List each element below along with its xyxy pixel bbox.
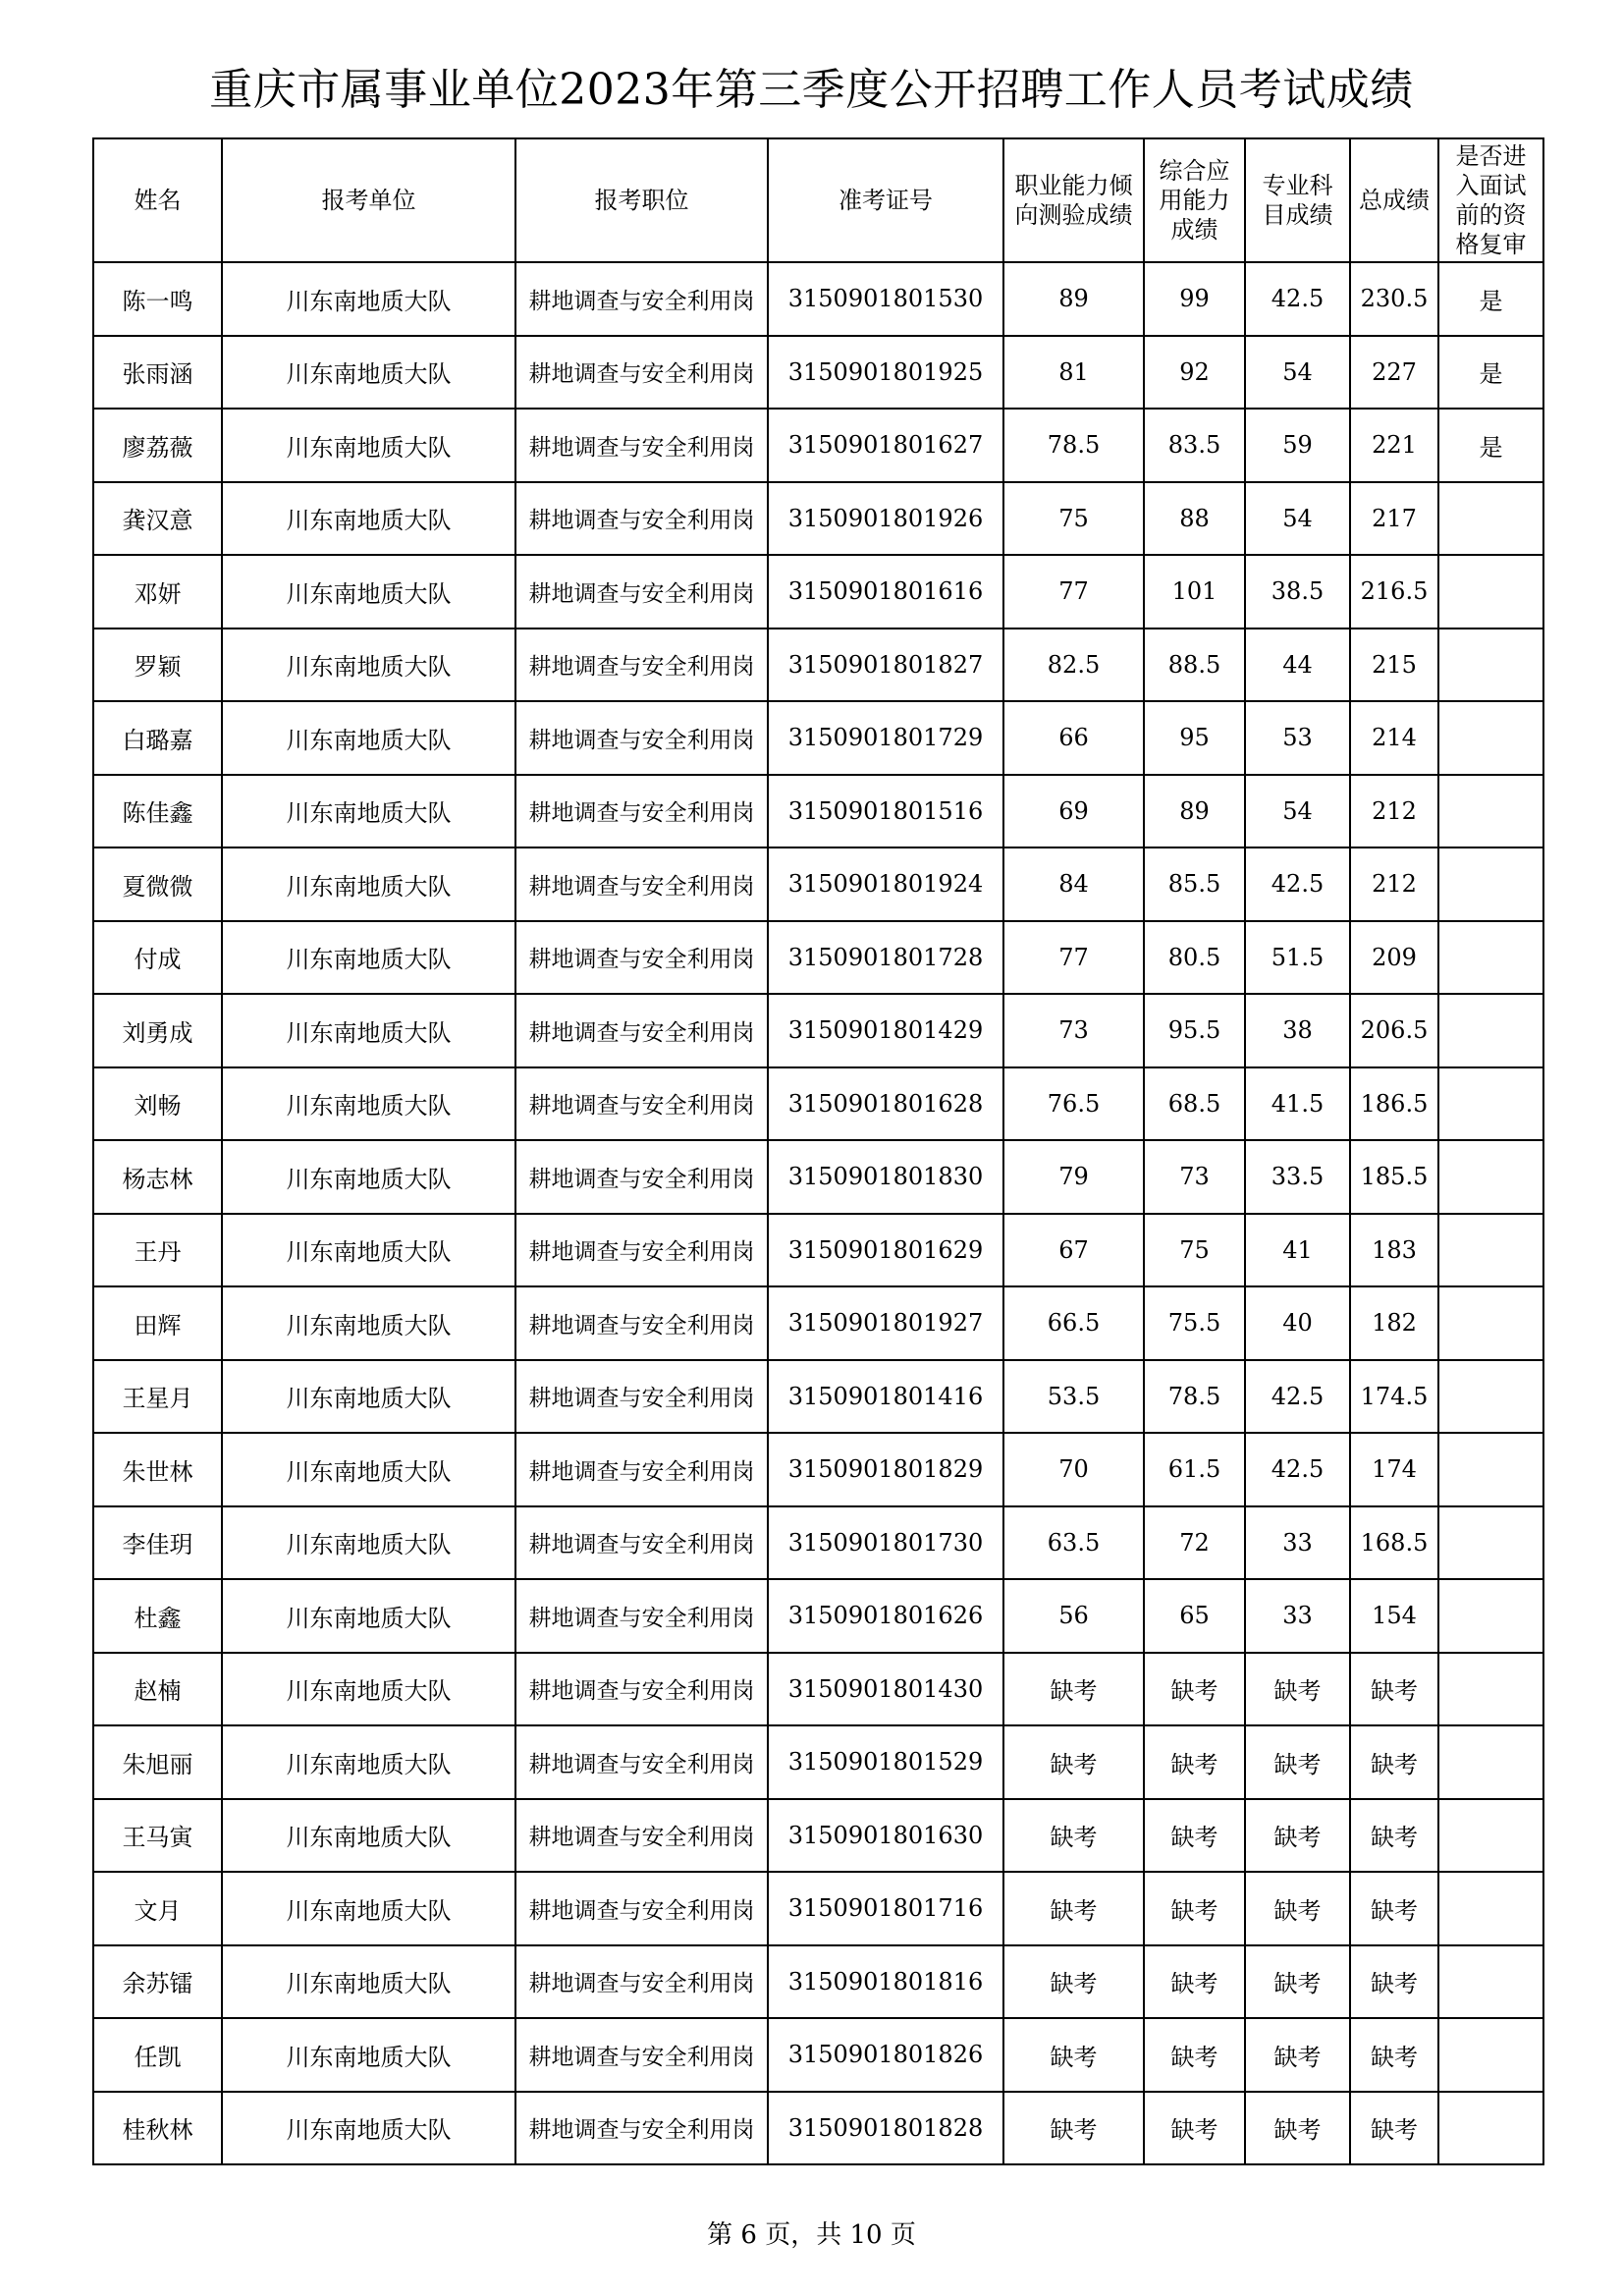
- cell-total-score: 174.5: [1350, 1360, 1438, 1434]
- cell-name: 王星月: [93, 1360, 222, 1434]
- cell-unit: 川东南地质大队: [222, 2018, 515, 2092]
- cell-qualification-review: [1438, 2092, 1543, 2165]
- cell-position: 耕地调查与安全利用岗: [515, 1506, 768, 1580]
- cell-unit: 川东南地质大队: [222, 1360, 515, 1434]
- cell-name: 任凯: [93, 2018, 222, 2092]
- cell-exam-id: 3150901801816: [768, 1945, 1003, 2019]
- header-qualification-review: 是否进入面试前的资格复审: [1438, 138, 1543, 262]
- cell-professional-score: 33.5: [1245, 1140, 1350, 1214]
- cell-professional-score: 40: [1245, 1286, 1350, 1360]
- cell-total-score: 182: [1350, 1286, 1438, 1360]
- cell-qualification-review: [1438, 1286, 1543, 1360]
- cell-aptitude-score: 70: [1003, 1433, 1144, 1506]
- cell-name: 桂秋林: [93, 2092, 222, 2165]
- cell-qualification-review: [1438, 482, 1543, 556]
- table-row: [93, 1067, 1543, 1141]
- table-row: [93, 482, 1543, 556]
- cell-unit: 川东南地质大队: [222, 775, 515, 848]
- table-row: [93, 1286, 1543, 1360]
- cell-total-score: 206.5: [1350, 994, 1438, 1067]
- cell-unit: 川东南地质大队: [222, 1433, 515, 1506]
- cell-qualification-review: [1438, 555, 1543, 629]
- cell-total-score: 185.5: [1350, 1140, 1438, 1214]
- cell-total-score: 183: [1350, 1214, 1438, 1287]
- cell-name: 刘畅: [93, 1067, 222, 1141]
- cell-comprehensive-score: 缺考: [1144, 2092, 1245, 2165]
- cell-qualification-review: [1438, 2018, 1543, 2092]
- cell-total-score: 209: [1350, 921, 1438, 995]
- cell-name: 杜鑫: [93, 1579, 222, 1653]
- cell-professional-score: 42.5: [1245, 847, 1350, 921]
- cell-exam-id: 3150901801529: [768, 1725, 1003, 1799]
- cell-position: 耕地调查与安全利用岗: [515, 1799, 768, 1873]
- cell-position: 耕地调查与安全利用岗: [515, 701, 768, 775]
- cell-position: 耕地调查与安全利用岗: [515, 629, 768, 702]
- cell-qualification-review: 是: [1438, 409, 1543, 482]
- cell-name: 白璐嘉: [93, 701, 222, 775]
- table-row: [93, 847, 1543, 921]
- cell-aptitude-score: 66.5: [1003, 1286, 1144, 1360]
- cell-exam-id: 3150901801829: [768, 1433, 1003, 1506]
- cell-name: 张雨涵: [93, 336, 222, 410]
- cell-exam-id: 3150901801729: [768, 701, 1003, 775]
- cell-name: 杨志林: [93, 1140, 222, 1214]
- cell-comprehensive-score: 83.5: [1144, 409, 1245, 482]
- cell-exam-id: 3150901801828: [768, 2092, 1003, 2165]
- cell-exam-id: 3150901801626: [768, 1579, 1003, 1653]
- cell-comprehensive-score: 92: [1144, 336, 1245, 410]
- cell-unit: 川东南地质大队: [222, 1653, 515, 1726]
- cell-comprehensive-score: 89: [1144, 775, 1245, 848]
- cell-qualification-review: [1438, 701, 1543, 775]
- cell-professional-score: 54: [1245, 482, 1350, 556]
- cell-professional-score: 41: [1245, 1214, 1350, 1287]
- table-row: [93, 336, 1543, 410]
- cell-exam-id: 3150901801924: [768, 847, 1003, 921]
- cell-qualification-review: [1438, 1506, 1543, 1580]
- table-row: [93, 409, 1543, 482]
- cell-professional-score: 42.5: [1245, 1433, 1350, 1506]
- cell-name: 田辉: [93, 1286, 222, 1360]
- cell-professional-score: 缺考: [1245, 1653, 1350, 1726]
- cell-unit: 川东南地质大队: [222, 994, 515, 1067]
- table-body: [93, 262, 1543, 2164]
- cell-unit: 川东南地质大队: [222, 1067, 515, 1141]
- cell-professional-score: 51.5: [1245, 921, 1350, 995]
- cell-total-score: 缺考: [1350, 1725, 1438, 1799]
- cell-unit: 川东南地质大队: [222, 409, 515, 482]
- cell-position: 耕地调查与安全利用岗: [515, 1725, 768, 1799]
- cell-comprehensive-score: 95: [1144, 701, 1245, 775]
- cell-qualification-review: [1438, 629, 1543, 702]
- cell-total-score: 214: [1350, 701, 1438, 775]
- table-row: [93, 921, 1543, 995]
- cell-qualification-review: [1438, 1799, 1543, 1873]
- cell-comprehensive-score: 99: [1144, 262, 1245, 336]
- table-row: [93, 1579, 1543, 1653]
- cell-comprehensive-score: 95.5: [1144, 994, 1245, 1067]
- cell-position: 耕地调查与安全利用岗: [515, 1579, 768, 1653]
- cell-professional-score: 缺考: [1245, 1725, 1350, 1799]
- cell-comprehensive-score: 101: [1144, 555, 1245, 629]
- cell-total-score: 缺考: [1350, 1653, 1438, 1726]
- header-name: 姓名: [93, 138, 222, 262]
- cell-qualification-review: [1438, 847, 1543, 921]
- page-title: 重庆市属事业单位2023年第三季度公开招聘工作人员考试成绩: [209, 65, 1414, 115]
- cell-name: 夏微微: [93, 847, 222, 921]
- cell-comprehensive-score: 缺考: [1144, 1725, 1245, 1799]
- cell-position: 耕地调查与安全利用岗: [515, 1872, 768, 1945]
- cell-exam-id: 3150901801827: [768, 629, 1003, 702]
- cell-unit: 川东南地质大队: [222, 336, 515, 410]
- cell-professional-score: 缺考: [1245, 1799, 1350, 1873]
- cell-unit: 川东南地质大队: [222, 555, 515, 629]
- cell-name: 罗颖: [93, 629, 222, 702]
- cell-position: 耕地调查与安全利用岗: [515, 2092, 768, 2165]
- cell-aptitude-score: 84: [1003, 847, 1144, 921]
- cell-position: 耕地调查与安全利用岗: [515, 1140, 768, 1214]
- cell-unit: 川东南地质大队: [222, 482, 515, 556]
- table-row: [93, 1725, 1543, 1799]
- cell-name: 王丹: [93, 1214, 222, 1287]
- cell-unit: 川东南地质大队: [222, 629, 515, 702]
- cell-comprehensive-score: 75: [1144, 1214, 1245, 1287]
- cell-exam-id: 3150901801830: [768, 1140, 1003, 1214]
- cell-total-score: 217: [1350, 482, 1438, 556]
- cell-name: 陈一鸣: [93, 262, 222, 336]
- cell-unit: 川东南地质大队: [222, 1506, 515, 1580]
- cell-qualification-review: [1438, 1433, 1543, 1506]
- cell-professional-score: 缺考: [1245, 1872, 1350, 1945]
- cell-exam-id: 3150901801627: [768, 409, 1003, 482]
- table-row: [93, 1945, 1543, 2019]
- cell-exam-id: 3150901801516: [768, 775, 1003, 848]
- cell-aptitude-score: 77: [1003, 555, 1144, 629]
- cell-name: 邓妍: [93, 555, 222, 629]
- cell-professional-score: 缺考: [1245, 1945, 1350, 2019]
- cell-professional-score: 44: [1245, 629, 1350, 702]
- table-row: [93, 629, 1543, 702]
- cell-comprehensive-score: 缺考: [1144, 1799, 1245, 1873]
- cell-total-score: 230.5: [1350, 262, 1438, 336]
- cell-exam-id: 3150901801416: [768, 1360, 1003, 1434]
- cell-name: 陈佳鑫: [93, 775, 222, 848]
- cell-qualification-review: [1438, 775, 1543, 848]
- cell-comprehensive-score: 缺考: [1144, 1653, 1245, 1726]
- cell-unit: 川东南地质大队: [222, 921, 515, 995]
- cell-aptitude-score: 76.5: [1003, 1067, 1144, 1141]
- cell-total-score: 168.5: [1350, 1506, 1438, 1580]
- cell-professional-score: 54: [1245, 775, 1350, 848]
- cell-unit: 川东南地质大队: [222, 1286, 515, 1360]
- cell-total-score: 212: [1350, 847, 1438, 921]
- cell-unit: 川东南地质大队: [222, 701, 515, 775]
- cell-comprehensive-score: 85.5: [1144, 847, 1245, 921]
- cell-qualification-review: [1438, 994, 1543, 1067]
- cell-comprehensive-score: 88.5: [1144, 629, 1245, 702]
- table-row: [93, 1799, 1543, 1873]
- cell-position: 耕地调查与安全利用岗: [515, 921, 768, 995]
- cell-total-score: 缺考: [1350, 2018, 1438, 2092]
- cell-name: 朱世林: [93, 1433, 222, 1506]
- cell-comprehensive-score: 73: [1144, 1140, 1245, 1214]
- header-exam-id: 准考证号: [768, 138, 1003, 262]
- cell-qualification-review: [1438, 1214, 1543, 1287]
- cell-unit: 川东南地质大队: [222, 1872, 515, 1945]
- cell-unit: 川东南地质大队: [222, 1214, 515, 1287]
- cell-professional-score: 59: [1245, 409, 1350, 482]
- cell-qualification-review: 是: [1438, 336, 1543, 410]
- cell-professional-score: 54: [1245, 336, 1350, 410]
- cell-qualification-review: [1438, 1579, 1543, 1653]
- cell-aptitude-score: 79: [1003, 1140, 1144, 1214]
- cell-unit: 川东南地质大队: [222, 1725, 515, 1799]
- cell-total-score: 缺考: [1350, 1872, 1438, 1945]
- table-row: [93, 1872, 1543, 1945]
- cell-exam-id: 3150901801728: [768, 921, 1003, 995]
- cell-professional-score: 42.5: [1245, 1360, 1350, 1434]
- header-comprehensive-score: 综合应用能力成绩: [1144, 138, 1245, 262]
- cell-qualification-review: [1438, 1140, 1543, 1214]
- cell-exam-id: 3150901801926: [768, 482, 1003, 556]
- table-row: [93, 1653, 1543, 1726]
- cell-professional-score: 33: [1245, 1579, 1350, 1653]
- cell-name: 廖荔薇: [93, 409, 222, 482]
- table-header-row: [93, 138, 1543, 262]
- score-table: [92, 137, 1544, 2165]
- cell-total-score: 174: [1350, 1433, 1438, 1506]
- cell-name: 李佳玥: [93, 1506, 222, 1580]
- cell-exam-id: 3150901801716: [768, 1872, 1003, 1945]
- cell-total-score: 215: [1350, 629, 1438, 702]
- cell-comprehensive-score: 78.5: [1144, 1360, 1245, 1434]
- cell-total-score: 212: [1350, 775, 1438, 848]
- cell-comprehensive-score: 68.5: [1144, 1067, 1245, 1141]
- cell-aptitude-score: 缺考: [1003, 1725, 1144, 1799]
- cell-position: 耕地调查与安全利用岗: [515, 1286, 768, 1360]
- header-aptitude-score: 职业能力倾向测验成绩: [1003, 138, 1144, 262]
- cell-exam-id: 3150901801925: [768, 336, 1003, 410]
- cell-total-score: 186.5: [1350, 1067, 1438, 1141]
- cell-position: 耕地调查与安全利用岗: [515, 1945, 768, 2019]
- cell-aptitude-score: 69: [1003, 775, 1144, 848]
- cell-name: 龚汉意: [93, 482, 222, 556]
- cell-position: 耕地调查与安全利用岗: [515, 1214, 768, 1287]
- cell-position: 耕地调查与安全利用岗: [515, 775, 768, 848]
- cell-comprehensive-score: 72: [1144, 1506, 1245, 1580]
- cell-aptitude-score: 53.5: [1003, 1360, 1144, 1434]
- cell-name: 文月: [93, 1872, 222, 1945]
- cell-qualification-review: [1438, 1360, 1543, 1434]
- header-professional-score: 专业科目成绩: [1245, 138, 1350, 262]
- cell-aptitude-score: 77: [1003, 921, 1144, 995]
- cell-aptitude-score: 78.5: [1003, 409, 1144, 482]
- header-total-score: 总成绩: [1350, 138, 1438, 262]
- cell-qualification-review: [1438, 1653, 1543, 1726]
- cell-aptitude-score: 缺考: [1003, 2092, 1144, 2165]
- cell-aptitude-score: 缺考: [1003, 1945, 1144, 2019]
- cell-aptitude-score: 缺考: [1003, 1799, 1144, 1873]
- cell-comprehensive-score: 65: [1144, 1579, 1245, 1653]
- cell-unit: 川东南地质大队: [222, 1945, 515, 2019]
- cell-position: 耕地调查与安全利用岗: [515, 262, 768, 336]
- cell-professional-score: 41.5: [1245, 1067, 1350, 1141]
- table-row: [93, 1140, 1543, 1214]
- cell-qualification-review: 是: [1438, 262, 1543, 336]
- cell-exam-id: 3150901801629: [768, 1214, 1003, 1287]
- cell-qualification-review: [1438, 1067, 1543, 1141]
- cell-aptitude-score: 81: [1003, 336, 1144, 410]
- cell-name: 余苏镭: [93, 1945, 222, 2019]
- header-position: 报考职位: [515, 138, 768, 262]
- cell-total-score: 227: [1350, 336, 1438, 410]
- cell-unit: 川东南地质大队: [222, 262, 515, 336]
- cell-exam-id: 3150901801429: [768, 994, 1003, 1067]
- cell-comprehensive-score: 88: [1144, 482, 1245, 556]
- cell-unit: 川东南地质大队: [222, 2092, 515, 2165]
- cell-exam-id: 3150901801616: [768, 555, 1003, 629]
- cell-unit: 川东南地质大队: [222, 847, 515, 921]
- cell-professional-score: 53: [1245, 701, 1350, 775]
- table-row: [93, 2018, 1543, 2092]
- table-row: [93, 775, 1543, 848]
- cell-qualification-review: [1438, 1945, 1543, 2019]
- cell-comprehensive-score: 61.5: [1144, 1433, 1245, 1506]
- cell-exam-id: 3150901801730: [768, 1506, 1003, 1580]
- cell-exam-id: 3150901801826: [768, 2018, 1003, 2092]
- cell-position: 耕地调查与安全利用岗: [515, 409, 768, 482]
- cell-position: 耕地调查与安全利用岗: [515, 1433, 768, 1506]
- cell-name: 付成: [93, 921, 222, 995]
- table-row: [93, 555, 1543, 629]
- cell-exam-id: 3150901801430: [768, 1653, 1003, 1726]
- cell-professional-score: 38.5: [1245, 555, 1350, 629]
- cell-aptitude-score: 56: [1003, 1579, 1144, 1653]
- table-row: [93, 701, 1543, 775]
- cell-unit: 川东南地质大队: [222, 1579, 515, 1653]
- table-row: [93, 1360, 1543, 1434]
- cell-aptitude-score: 82.5: [1003, 629, 1144, 702]
- cell-position: 耕地调查与安全利用岗: [515, 1653, 768, 1726]
- cell-position: 耕地调查与安全利用岗: [515, 847, 768, 921]
- cell-qualification-review: [1438, 1872, 1543, 1945]
- cell-professional-score: 缺考: [1245, 2092, 1350, 2165]
- cell-total-score: 缺考: [1350, 2092, 1438, 2165]
- table-row: [93, 2092, 1543, 2165]
- cell-total-score: 缺考: [1350, 1799, 1438, 1873]
- cell-aptitude-score: 73: [1003, 994, 1144, 1067]
- cell-comprehensive-score: 缺考: [1144, 2018, 1245, 2092]
- cell-aptitude-score: 63.5: [1003, 1506, 1144, 1580]
- cell-position: 耕地调查与安全利用岗: [515, 555, 768, 629]
- cell-aptitude-score: 缺考: [1003, 1653, 1144, 1726]
- cell-qualification-review: [1438, 921, 1543, 995]
- cell-name: 朱旭丽: [93, 1725, 222, 1799]
- table-row: [93, 1433, 1543, 1506]
- cell-exam-id: 3150901801530: [768, 262, 1003, 336]
- cell-position: 耕地调查与安全利用岗: [515, 994, 768, 1067]
- cell-comprehensive-score: 80.5: [1144, 921, 1245, 995]
- table-row: [93, 994, 1543, 1067]
- cell-total-score: 154: [1350, 1579, 1438, 1653]
- cell-comprehensive-score: 缺考: [1144, 1872, 1245, 1945]
- cell-total-score: 221: [1350, 409, 1438, 482]
- table-row: [93, 262, 1543, 336]
- cell-aptitude-score: 66: [1003, 701, 1144, 775]
- header-unit: 报考单位: [222, 138, 515, 262]
- cell-position: 耕地调查与安全利用岗: [515, 336, 768, 410]
- table-row: [93, 1214, 1543, 1287]
- cell-qualification-review: [1438, 1725, 1543, 1799]
- cell-professional-score: 33: [1245, 1506, 1350, 1580]
- cell-professional-score: 38: [1245, 994, 1350, 1067]
- cell-aptitude-score: 89: [1003, 262, 1144, 336]
- cell-aptitude-score: 缺考: [1003, 1872, 1144, 1945]
- cell-aptitude-score: 67: [1003, 1214, 1144, 1287]
- cell-position: 耕地调查与安全利用岗: [515, 1067, 768, 1141]
- cell-name: 刘勇成: [93, 994, 222, 1067]
- cell-position: 耕地调查与安全利用岗: [515, 1360, 768, 1434]
- cell-exam-id: 3150901801927: [768, 1286, 1003, 1360]
- table-row: [93, 1506, 1543, 1580]
- cell-name: 王马寅: [93, 1799, 222, 1873]
- cell-unit: 川东南地质大队: [222, 1799, 515, 1873]
- cell-comprehensive-score: 75.5: [1144, 1286, 1245, 1360]
- cell-aptitude-score: 75: [1003, 482, 1144, 556]
- cell-position: 耕地调查与安全利用岗: [515, 482, 768, 556]
- cell-exam-id: 3150901801628: [768, 1067, 1003, 1141]
- cell-total-score: 缺考: [1350, 1945, 1438, 2019]
- cell-aptitude-score: 缺考: [1003, 2018, 1144, 2092]
- cell-position: 耕地调查与安全利用岗: [515, 2018, 768, 2092]
- cell-comprehensive-score: 缺考: [1144, 1945, 1245, 2019]
- cell-name: 赵楠: [93, 1653, 222, 1726]
- cell-professional-score: 42.5: [1245, 262, 1350, 336]
- page-footer: 第 6 页，共 10 页: [707, 2220, 916, 2250]
- cell-professional-score: 缺考: [1245, 2018, 1350, 2092]
- cell-total-score: 216.5: [1350, 555, 1438, 629]
- cell-exam-id: 3150901801630: [768, 1799, 1003, 1873]
- cell-unit: 川东南地质大队: [222, 1140, 515, 1214]
